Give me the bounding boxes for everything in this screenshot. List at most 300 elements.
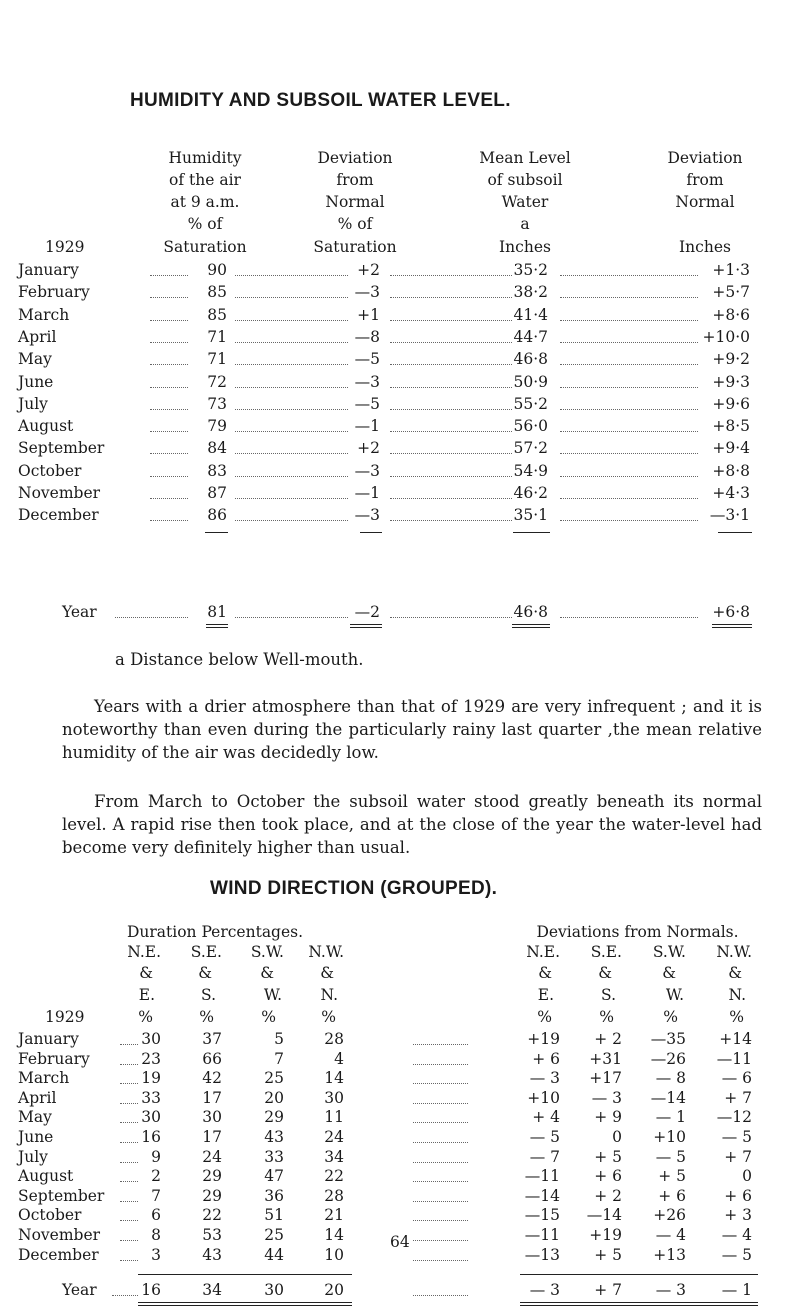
dot-leader (560, 453, 698, 454)
dot-leader (390, 617, 512, 618)
dot-leader (413, 1083, 468, 1084)
duration-cell: 16 (141, 1281, 161, 1300)
deviation-cell: + 6 (532, 1049, 560, 1068)
deviation-cell: + 2 (594, 1186, 622, 1205)
table-cell: 72 (207, 372, 227, 391)
dot-leader (413, 1181, 468, 1182)
duration-cell: 43 (264, 1128, 284, 1146)
table-cell: 87 (207, 484, 227, 502)
duration-cell: 30 (141, 1030, 161, 1048)
dot-leader (150, 520, 188, 521)
paragraph-subsoil: From March to October the subsoil water stood greatly beneath its normal level. A rapid rise then took place, and at the close of the year the water-level had become very definitely higher than usual. (62, 792, 762, 857)
percent-sign: % (199, 1008, 214, 1026)
table-cell: 73 (207, 394, 227, 413)
table-cell: +1·3 (712, 261, 750, 279)
deviation-cell: — 1 (655, 1108, 686, 1127)
duration-cell: 25 (264, 1226, 284, 1244)
direction-header: N.W. (308, 943, 344, 961)
column-header-line: Inches (679, 238, 731, 256)
direction-amp: & (598, 964, 612, 982)
dot-leader (235, 431, 348, 432)
dot-leader (413, 1201, 468, 1202)
dot-leader (235, 297, 348, 298)
dot-leader (115, 617, 188, 618)
table-cell: 85 (207, 283, 227, 302)
deviation-cell: — 6 (721, 1069, 752, 1088)
row-month: Year (62, 1281, 97, 1300)
row-month: March (18, 305, 70, 324)
dot-leader (560, 617, 698, 618)
direction-header-bottom: W. (263, 986, 282, 1004)
table-cell: +8·8 (712, 461, 750, 480)
duration-cell: 30 (324, 1088, 344, 1107)
duration-cell: 19 (141, 1069, 161, 1088)
direction-header: S.E. (590, 943, 622, 961)
duration-cell: 16 (141, 1128, 161, 1146)
deviation-cell: +17 (589, 1069, 622, 1088)
duration-cell: 29 (264, 1108, 284, 1127)
dot-leader (413, 1122, 468, 1123)
deviation-cell: —26 (650, 1049, 686, 1068)
percent-sign: % (537, 1008, 552, 1026)
direction-header-bottom: S. (601, 986, 616, 1004)
deviation-cell: +19 (589, 1226, 622, 1244)
group-header-duration: Duration Percentages. (126, 923, 304, 941)
table-cell: 57·2 (513, 439, 548, 458)
duration-cell: 14 (324, 1226, 344, 1244)
deviation-cell: + 5 (658, 1167, 686, 1186)
duration-cell: 36 (264, 1186, 284, 1205)
dot-leader (560, 364, 698, 365)
direction-header-bottom: S. (201, 986, 216, 1004)
table-cell: 85 (207, 305, 227, 324)
dot-leader (390, 364, 512, 365)
percent-sign: % (138, 1008, 153, 1026)
duration-cell: 34 (324, 1147, 344, 1166)
table-cell: +1 (357, 305, 380, 324)
total-rule (205, 532, 228, 533)
duration-cell: 3 (151, 1245, 161, 1264)
dot-leader (235, 409, 348, 410)
humidity-year-label: 1929 (45, 238, 85, 256)
table-cell: 86 (207, 506, 227, 525)
table-cell: —5 (354, 394, 380, 413)
dot-leader (150, 453, 188, 454)
table-cell: 38·2 (513, 283, 548, 302)
deviation-cell: —14 (524, 1186, 560, 1205)
dot-leader (390, 320, 512, 321)
row-month: Year (62, 603, 97, 621)
direction-header: N.E. (127, 943, 161, 961)
dot-leader (390, 476, 512, 477)
deviation-cell: + 2 (594, 1030, 622, 1048)
dot-leader (413, 1240, 468, 1241)
total-double-rule (206, 624, 228, 628)
table-cell: +2 (357, 439, 380, 458)
table-cell: 55·2 (513, 394, 548, 413)
duration-cell: 28 (324, 1030, 344, 1048)
row-month: December (18, 506, 99, 525)
dot-leader (235, 342, 348, 343)
row-month: September (18, 439, 105, 458)
deviation-cell: — 5 (721, 1245, 752, 1264)
direction-header-bottom: W. (665, 986, 684, 1004)
table-cell: 46·8 (513, 603, 548, 621)
table-cell: 44·7 (513, 327, 548, 346)
table-cell: 54·9 (513, 461, 548, 480)
dot-leader (235, 453, 348, 454)
row-month: September (18, 1186, 105, 1205)
dot-leader (560, 520, 698, 521)
duration-cell: 7 (274, 1049, 284, 1068)
table-cell: 71 (207, 350, 227, 369)
table-cell: 90 (207, 261, 227, 279)
deviation-cell: — 5 (655, 1147, 686, 1166)
deviation-cell: — 4 (655, 1226, 686, 1244)
direction-amp: & (260, 964, 274, 982)
total-double-rule (138, 1302, 352, 1306)
column-header-line: Saturation (313, 238, 397, 256)
deviation-cell: +10 (527, 1088, 560, 1107)
deviation-cell: —11 (524, 1167, 560, 1186)
duration-cell: 8 (151, 1226, 161, 1244)
dot-leader (235, 520, 348, 521)
duration-cell: 17 (202, 1088, 222, 1107)
duration-cell: 24 (324, 1128, 344, 1146)
deviation-cell: —15 (524, 1206, 560, 1225)
dot-leader (390, 342, 512, 343)
table-cell: +10·0 (702, 327, 750, 346)
column-header-line: a (520, 215, 530, 233)
duration-cell: 47 (264, 1167, 284, 1186)
row-month: November (18, 484, 101, 502)
direction-amp: & (198, 964, 212, 982)
row-month: June (18, 372, 54, 391)
column-header-line: % of (337, 215, 373, 233)
deviation-cell: — 8 (655, 1069, 686, 1088)
deviation-cell: — 3 (591, 1088, 622, 1107)
deviation-cell: + 7 (594, 1281, 622, 1300)
duration-cell: 29 (202, 1186, 222, 1205)
humidity-footnote: a Distance below Well-mouth. (115, 650, 364, 669)
row-month: October (18, 461, 82, 480)
dot-leader (560, 387, 698, 388)
total-double-rule (350, 624, 382, 628)
column-header-line: Humidity (168, 149, 242, 167)
duration-cell: 21 (324, 1206, 344, 1225)
row-month: April (18, 327, 57, 346)
dot-leader (390, 431, 512, 432)
paragraph-humidity: Years with a drier atmosphere than that of 1929 are very infrequent ; and it is noteworthy than even during the particularly rainy last quarter ,the mean relative humidity of the air was decidedly low. (62, 697, 762, 762)
duration-cell: 34 (202, 1281, 222, 1300)
column-header-line: Deviation (667, 149, 743, 167)
dot-leader (235, 476, 348, 477)
row-month: February (18, 283, 90, 302)
duration-cell: 10 (324, 1245, 344, 1264)
deviation-cell: +14 (719, 1030, 752, 1048)
row-month: February (18, 1049, 90, 1068)
direction-amp: & (662, 964, 676, 982)
table-cell: —1 (354, 484, 380, 502)
deviation-cell: + 9 (594, 1108, 622, 1127)
duration-cell: 5 (274, 1030, 284, 1048)
column-header-line: Water (501, 193, 549, 211)
deviation-cell: + 6 (658, 1186, 686, 1205)
duration-cell: 20 (324, 1281, 344, 1300)
table-cell: +9·4 (712, 439, 750, 458)
row-month: December (18, 1245, 99, 1264)
total-double-rule (712, 624, 752, 628)
dot-leader (390, 275, 512, 276)
direction-amp: & (320, 964, 334, 982)
duration-cell: 42 (202, 1069, 222, 1088)
column-header-line: from (336, 171, 374, 189)
direction-header-bottom: E. (138, 986, 155, 1004)
deviation-cell: + 5 (594, 1147, 622, 1166)
deviation-cell: — 7 (529, 1147, 560, 1166)
page-number: 64 (390, 1233, 410, 1251)
dot-leader (235, 275, 348, 276)
direction-header-bottom: N. (728, 986, 746, 1004)
duration-cell: 22 (202, 1206, 222, 1225)
deviation-cell: —12 (716, 1108, 752, 1127)
dot-leader (150, 498, 188, 499)
duration-cell: 14 (324, 1069, 344, 1088)
deviation-cell: + 7 (724, 1147, 752, 1166)
wind-year-label: 1929 (45, 1008, 85, 1026)
column-header-line: Normal (325, 193, 385, 211)
duration-cell: 6 (151, 1206, 161, 1225)
deviation-cell: —35 (650, 1030, 686, 1048)
column-header-line: from (686, 171, 724, 189)
table-cell: 50·9 (513, 372, 548, 391)
dot-leader (413, 1103, 468, 1104)
table-cell: +6·8 (712, 603, 750, 621)
humidity-title: HUMIDITY AND SUBSOIL WATER LEVEL. (130, 90, 511, 111)
table-cell: 79 (207, 417, 227, 436)
direction-amp: & (538, 964, 552, 982)
dot-leader (560, 320, 698, 321)
column-header-line: Normal (675, 193, 735, 211)
dot-leader (560, 409, 698, 410)
deviation-cell: —14 (650, 1088, 686, 1107)
direction-header-bottom: E. (537, 986, 554, 1004)
dot-leader (560, 476, 698, 477)
table-cell: +8·6 (712, 305, 750, 324)
row-month: August (18, 1167, 74, 1186)
dot-leader (235, 320, 348, 321)
dot-leader (235, 364, 348, 365)
row-month: October (18, 1206, 82, 1225)
row-month: April (18, 1088, 57, 1107)
direction-amp: & (728, 964, 742, 982)
deviation-cell: +19 (527, 1030, 560, 1048)
table-cell: —3 (354, 506, 380, 525)
dot-leader (560, 431, 698, 432)
duration-cell: 30 (202, 1108, 222, 1127)
table-cell: +2 (357, 261, 380, 279)
dot-leader (413, 1064, 468, 1065)
table-cell: 81 (207, 603, 227, 621)
deviation-cell: — 3 (529, 1281, 560, 1300)
table-cell: +9·6 (712, 394, 750, 413)
duration-cell: 7 (151, 1186, 161, 1205)
deviation-cell: — 5 (721, 1128, 752, 1146)
table-cell: 41·4 (513, 305, 548, 324)
dot-leader (150, 431, 188, 432)
dot-leader (150, 409, 188, 410)
percent-sign: % (599, 1008, 614, 1026)
total-rule (520, 1274, 758, 1275)
dot-leader (413, 1044, 468, 1045)
dot-leader (390, 297, 512, 298)
row-month: May (18, 350, 52, 369)
table-cell: +8·5 (712, 417, 750, 436)
total-double-rule (520, 1302, 758, 1306)
table-cell: 35·1 (513, 506, 548, 525)
duration-cell: 33 (264, 1147, 284, 1166)
direction-header: S.E. (190, 943, 222, 961)
duration-cell: 11 (324, 1108, 344, 1127)
duration-cell: 2 (151, 1167, 161, 1186)
row-month: January (18, 261, 79, 279)
table-cell: —1 (354, 417, 380, 436)
duration-cell: 9 (151, 1147, 161, 1166)
duration-cell: 30 (264, 1281, 284, 1300)
deviation-cell: — 4 (721, 1226, 752, 1244)
dot-leader (150, 320, 188, 321)
direction-header: S.W. (652, 943, 686, 961)
dot-leader (235, 617, 348, 618)
dot-leader (235, 387, 348, 388)
table-cell: 46·8 (513, 350, 548, 369)
table-cell: +9·3 (712, 372, 750, 391)
dot-leader (390, 387, 512, 388)
total-rule (360, 532, 382, 533)
duration-cell: 33 (141, 1088, 161, 1107)
duration-cell: 53 (202, 1226, 222, 1244)
dot-leader (390, 520, 512, 521)
row-month: July (18, 394, 48, 413)
dot-leader (235, 498, 348, 499)
total-rule (513, 532, 550, 533)
dot-leader (150, 297, 188, 298)
column-header-line: Mean Level (479, 149, 571, 167)
direction-amp: & (139, 964, 153, 982)
table-cell: 71 (207, 327, 227, 346)
deviation-cell: —14 (586, 1206, 622, 1225)
percent-sign: % (261, 1008, 276, 1026)
duration-cell: 51 (264, 1206, 284, 1225)
row-month: November (18, 1226, 101, 1244)
table-cell: +5·7 (712, 283, 750, 302)
row-month: May (18, 1108, 52, 1127)
deviation-cell: +10 (653, 1128, 686, 1146)
dot-leader (413, 1295, 468, 1296)
duration-cell: 28 (324, 1186, 344, 1205)
table-cell: —3 (354, 283, 380, 302)
column-header-line: at 9 a.m. (170, 193, 240, 211)
dot-leader (390, 453, 512, 454)
column-header-line: Saturation (163, 238, 247, 256)
deviation-cell: — 5 (529, 1128, 560, 1146)
deviation-cell: +31 (589, 1049, 622, 1068)
table-cell: +4·3 (712, 484, 750, 502)
table-cell: 35·2 (513, 261, 548, 279)
row-month: January (18, 1030, 79, 1048)
deviation-cell: +26 (653, 1206, 686, 1225)
table-cell: —5 (354, 350, 380, 369)
duration-cell: 25 (264, 1069, 284, 1088)
row-month: August (18, 417, 74, 436)
direction-header: N.E. (526, 943, 560, 961)
duration-cell: 29 (202, 1167, 222, 1186)
duration-cell: 4 (334, 1049, 344, 1068)
deviation-cell: 0 (742, 1167, 752, 1186)
deviation-cell: +13 (653, 1245, 686, 1264)
dot-leader (560, 342, 698, 343)
table-cell: +9·2 (712, 350, 750, 369)
row-month: July (18, 1147, 48, 1166)
table-cell: —3 (354, 461, 380, 480)
percent-sign: % (663, 1008, 678, 1026)
deviation-cell: + 5 (594, 1245, 622, 1264)
dot-leader (413, 1220, 468, 1221)
deviation-cell: —13 (524, 1245, 560, 1264)
total-double-rule (512, 624, 550, 628)
dot-leader (390, 409, 512, 410)
table-cell: 84 (207, 439, 227, 458)
column-header-line: of subsoil (487, 171, 563, 189)
table-cell: —2 (354, 603, 380, 621)
deviation-cell: + 6 (724, 1186, 752, 1205)
deviation-cell: —11 (716, 1049, 752, 1068)
dot-leader (413, 1142, 468, 1143)
direction-header: S.W. (250, 943, 284, 961)
duration-cell: 24 (202, 1147, 222, 1166)
deviation-cell: — 3 (529, 1069, 560, 1088)
deviation-cell: + 7 (724, 1088, 752, 1107)
percent-sign: % (321, 1008, 336, 1026)
column-header-line: % of (187, 215, 223, 233)
duration-cell: 30 (141, 1108, 161, 1127)
dot-leader (560, 498, 698, 499)
wind-title: WIND DIRECTION (GROUPED). (210, 878, 498, 899)
deviation-cell: + 3 (724, 1206, 752, 1225)
table-cell: 83 (207, 461, 227, 480)
table-cell: —8 (354, 327, 380, 346)
deviation-cell: + 4 (532, 1108, 560, 1127)
dot-leader (150, 342, 188, 343)
dot-leader (560, 275, 698, 276)
deviation-cell: + 6 (594, 1167, 622, 1186)
dot-leader (150, 275, 188, 276)
row-month: June (18, 1128, 54, 1146)
dot-leader (413, 1162, 468, 1163)
duration-cell: 20 (264, 1088, 284, 1107)
deviation-cell: — 1 (721, 1281, 752, 1300)
row-month: March (18, 1069, 70, 1088)
table-cell: 46·2 (513, 484, 548, 502)
table-cell: —3·1 (709, 506, 750, 525)
column-header-line: of the air (169, 171, 241, 189)
duration-cell: 17 (202, 1128, 222, 1146)
duration-cell: 43 (202, 1245, 222, 1264)
dot-leader (150, 364, 188, 365)
deviation-cell: 0 (612, 1128, 622, 1146)
direction-header: N.W. (716, 943, 752, 961)
table-cell: 56·0 (513, 417, 548, 436)
